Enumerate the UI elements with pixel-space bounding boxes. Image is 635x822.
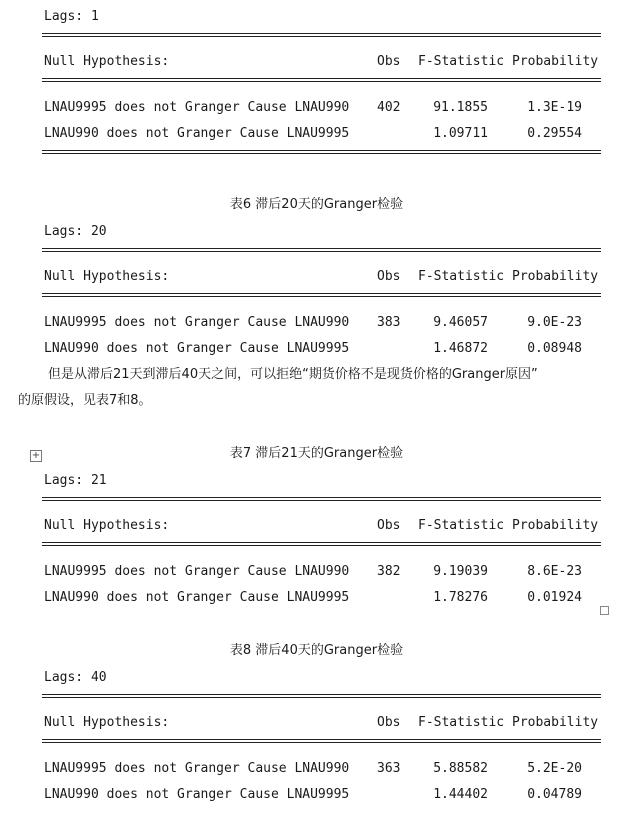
hypothesis-cell: LNAU990 does not Granger Cause LNAU9995 (44, 341, 350, 356)
null-hypothesis-header: Null Hypothesis: (44, 54, 170, 69)
obs-header: Obs (377, 518, 401, 533)
lags-label: Lags: 40 (44, 670, 107, 685)
fstat-cell: 1.44402 (433, 787, 488, 802)
hypothesis-cell: LNAU9995 does not Granger Cause LNAU990 (44, 100, 350, 115)
obs-header: Obs (377, 715, 401, 730)
fstat-cell: 1.09711 (433, 126, 488, 141)
table-header-rule (42, 739, 601, 743)
table8-caption: 表8 滞后40天的Granger检验 (229, 643, 404, 658)
prob-header: Probability (512, 518, 599, 533)
obs-cell: 363 (377, 761, 401, 776)
cell-end-marker-icon (600, 606, 609, 615)
hypothesis-cell: LNAU9995 does not Granger Cause LNAU990 (44, 315, 350, 330)
prob-header: Probability (512, 715, 599, 730)
fstat-header: F-Statistic (418, 54, 505, 69)
prob-cell: 5.2E-20 (527, 761, 582, 776)
prob-cell: 0.01924 (527, 590, 582, 605)
obs-header: Obs (377, 269, 401, 284)
hypothesis-cell: LNAU990 does not Granger Cause LNAU9995 (44, 787, 350, 802)
prob-header: Probability (512, 54, 599, 69)
fstat-cell: 9.46057 (433, 315, 488, 330)
null-hypothesis-header: Null Hypothesis: (44, 269, 170, 284)
obs-cell: 402 (377, 100, 401, 115)
prob-cell: 0.29554 (527, 126, 582, 141)
fstat-cell: 1.46872 (433, 341, 488, 356)
obs-cell: 382 (377, 564, 401, 579)
table-bottom-rule (42, 150, 601, 154)
fstat-cell: 91.1855 (433, 100, 488, 115)
null-hypothesis-header: Null Hypothesis: (44, 518, 170, 533)
fstat-header: F-Statistic (418, 269, 505, 284)
hypothesis-cell: LNAU990 does not Granger Cause LNAU9995 (44, 126, 350, 141)
prob-header: Probability (512, 269, 599, 284)
body-paragraph-line: 的原假设，见表7和8。 (18, 393, 152, 408)
table7-caption: 表7 滞后21天的Granger检验 (229, 446, 404, 461)
table-top-rule (42, 33, 601, 37)
table6-caption: 表6 滞后20天的Granger检验 (229, 197, 404, 212)
null-hypothesis-header: Null Hypothesis: (44, 715, 170, 730)
table-top-rule (42, 694, 601, 698)
lags-label: Lags: 21 (44, 473, 107, 488)
body-paragraph-line: 但是从滞后21天到滞后40天之间，可以拒绝“期货价格不是现货价格的Granger原因” (48, 367, 538, 382)
fstat-cell: 1.78276 (433, 590, 488, 605)
table-move-handle-icon[interactable]: + (31, 450, 41, 461)
table-header-rule (42, 78, 601, 82)
fstat-header: F-Statistic (418, 715, 505, 730)
obs-cell: 383 (377, 315, 401, 330)
lags-label: Lags: 20 (44, 224, 107, 239)
lags-label: Lags: 1 (44, 9, 99, 24)
prob-cell: 1.3E-19 (527, 100, 582, 115)
prob-cell: 0.08948 (527, 341, 582, 356)
fstat-header: F-Statistic (418, 518, 505, 533)
table-top-rule (42, 497, 601, 501)
hypothesis-cell: LNAU9995 does not Granger Cause LNAU990 (44, 761, 350, 776)
prob-cell: 0.04789 (527, 787, 582, 802)
prob-cell: 8.6E-23 (527, 564, 582, 579)
table-header-rule (42, 293, 601, 297)
hypothesis-cell: LNAU9995 does not Granger Cause LNAU990 (44, 564, 350, 579)
prob-cell: 9.0E-23 (527, 315, 582, 330)
table-header-rule (42, 542, 601, 546)
fstat-cell: 5.88582 (433, 761, 488, 776)
obs-header: Obs (377, 54, 401, 69)
fstat-cell: 9.19039 (433, 564, 488, 579)
table-top-rule (42, 248, 601, 252)
hypothesis-cell: LNAU990 does not Granger Cause LNAU9995 (44, 590, 350, 605)
